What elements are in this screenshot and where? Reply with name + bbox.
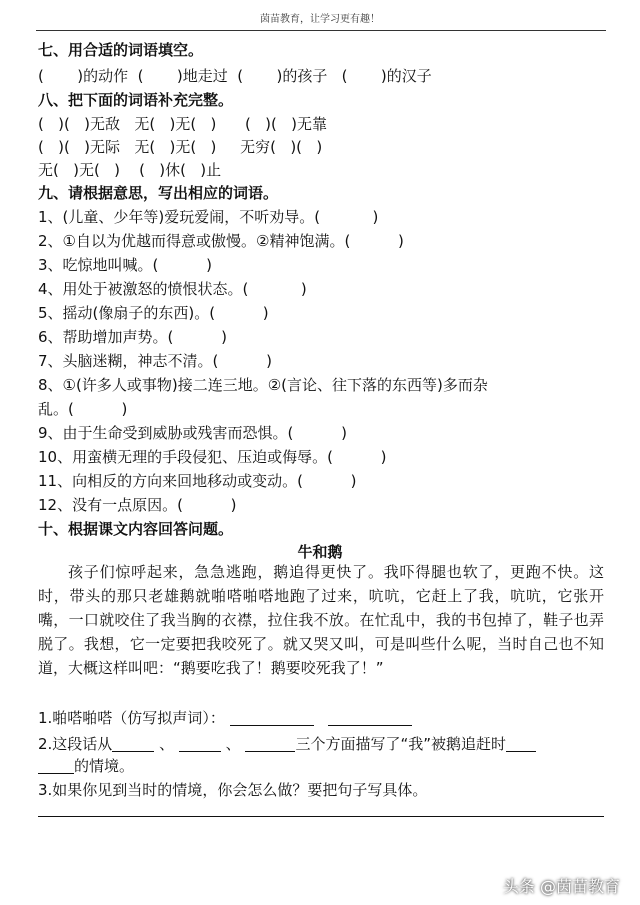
question-3: 3.如果你见到当时的情境，你会怎么做？要把句子写具体。: [38, 781, 428, 799]
section9-item: 8、①(许多人或事物)接二连三地。②(言论、往下落的东西等)多而杂: [38, 376, 488, 394]
section9-item: 1、(儿童、少年等)爱玩爱闹，不听劝导。( ): [38, 208, 379, 226]
section7-line1: ( )的动作 ( )地走过 ( )的孩子 ( )的汉子: [38, 67, 432, 85]
separator: 、: [159, 735, 175, 753]
watermark: 头条 @茵苗教育: [502, 877, 620, 896]
answer-blank[interactable]: [245, 735, 295, 752]
answer-blank[interactable]: [179, 735, 221, 752]
section8-line2: ( )( )无际 无( )无( ) 无穷( )( ): [38, 138, 323, 156]
question-2-cont: [38, 756, 134, 776]
answer-blank[interactable]: [112, 735, 154, 752]
answer-blank[interactable]: [328, 709, 412, 726]
passage-text: 孩子们惊呼起来，急急逃跑，鹅追得更快了。我吓得腿也软了，更跑不快。这时，带头的那只老雄鹅就啪嗒啪嗒地跑了过来，吭吭，它赶上了我，吭吭，它张开嘴，一口就咬住了我当胸的衣襟，拉住我不放。在忙乱中，我的书包掉了，鞋子也弄脱了。我想，它一定要把我咬死了。就又哭又叫，可是叫些什么呢，当时自己也不知道，大概这样叫吧：“鹅要吃我了！鹅要咬死我了！”: [38, 563, 604, 677]
section9-item: 11、向相反的方向来回地移动或变动。( ): [38, 472, 357, 490]
section8-line1: ( )( )无敌 无( )无( ) ( )( )无靠: [38, 115, 327, 133]
section9-item: 9、由于生命受到威胁或残害而恐惧。( ): [38, 424, 347, 442]
question-2: [38, 734, 536, 754]
section8-line3: 无( )无( ) ( )休( )止: [38, 161, 222, 179]
section9-item: 6、帮助增加声势。( ): [38, 328, 227, 346]
question-2-text-a: 2.这段话从: [38, 735, 113, 753]
answer-blank[interactable]: [506, 735, 536, 752]
passage: [38, 560, 604, 680]
answer-blank[interactable]: [38, 757, 74, 774]
question-1: [38, 708, 412, 728]
question-2-text-b: 三个方面描写了“我”被鹅追赶时: [295, 735, 507, 753]
section9-item: 2、①自以为优越而得意或傲慢。②精神饱满。( ): [38, 232, 404, 250]
section9-item: 乱。( ): [38, 400, 128, 418]
section9-item: 5、摇动(像扇子的东西)。( ): [38, 304, 269, 322]
section9-title: 九、请根据意思，写出相应的词语。: [38, 184, 279, 202]
separator: 、: [225, 735, 241, 753]
section9-item: 4、用处于被激怒的愤恨状态。( ): [38, 280, 307, 298]
question-1-text: 1.啪嗒啪嗒（仿写拟声词）：: [38, 709, 225, 727]
section9-item: 12、没有一点原因。( ): [38, 496, 237, 514]
section9-item: 7、头脑迷糊，神志不清。( ): [38, 352, 272, 370]
passage-title: 牛和鹅: [297, 543, 343, 561]
page-header: 茵苗教育，让学习更有趣！: [260, 14, 380, 25]
section9-item: 3、吃惊地叫喊。( ): [38, 256, 212, 274]
answer-blank[interactable]: [230, 709, 314, 726]
header-divider: [36, 30, 606, 31]
section10-title: 十、根据课文内容回答问题。: [38, 520, 234, 538]
section8-title: 八、把下面的词语补充完整。: [38, 91, 234, 109]
question-2-text-c: 的情境。: [74, 757, 135, 775]
section9-item: 10、用蛮横无理的手段侵犯、压迫或侮辱。( ): [38, 448, 387, 466]
answer-line[interactable]: [38, 816, 604, 817]
section7-title: 七、用合适的词语填空。: [38, 41, 204, 59]
